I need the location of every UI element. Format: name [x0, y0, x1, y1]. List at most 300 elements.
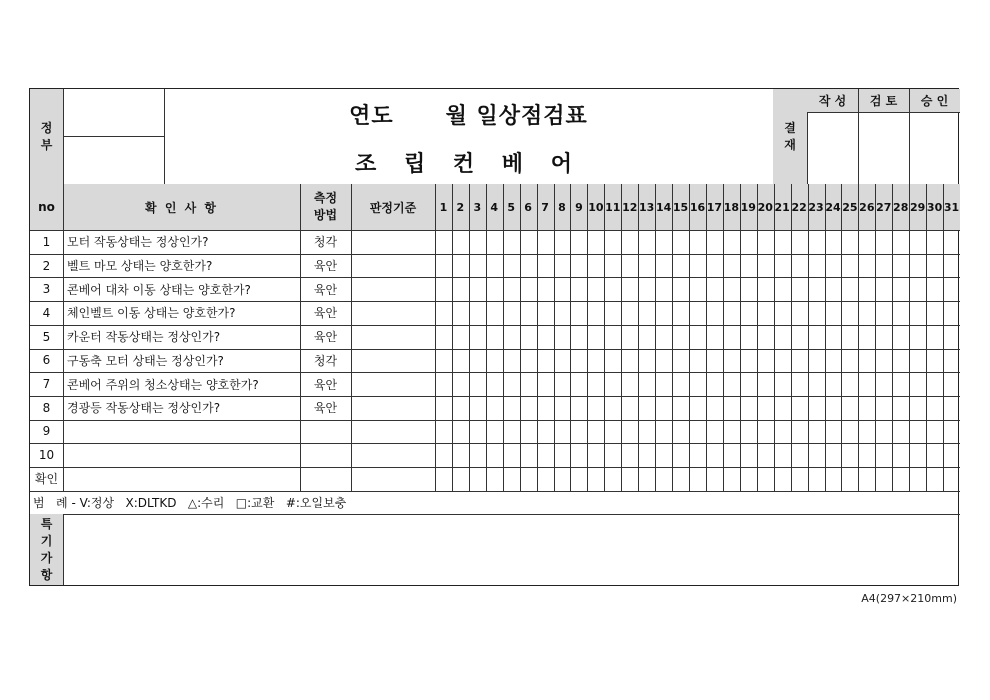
- check-cell[interactable]: [452, 230, 469, 254]
- check-cell[interactable]: [943, 420, 960, 444]
- check-cell[interactable]: [740, 420, 757, 444]
- check-cell[interactable]: [926, 443, 943, 467]
- check-cell[interactable]: [892, 443, 909, 467]
- check-cell[interactable]: [892, 230, 909, 254]
- check-cell[interactable]: [672, 230, 689, 254]
- check-cell[interactable]: [672, 349, 689, 373]
- check-cell[interactable]: [825, 277, 842, 301]
- check-cell[interactable]: [604, 372, 621, 396]
- check-cell[interactable]: [774, 301, 791, 325]
- check-cell[interactable]: [825, 230, 842, 254]
- check-cell[interactable]: [503, 396, 520, 420]
- check-cell[interactable]: [926, 467, 943, 491]
- check-cell[interactable]: [520, 349, 537, 373]
- check-cell[interactable]: [791, 372, 808, 396]
- check-cell[interactable]: [604, 230, 621, 254]
- check-cell[interactable]: [723, 325, 740, 349]
- check-cell[interactable]: [520, 301, 537, 325]
- check-cell[interactable]: [841, 396, 858, 420]
- check-cell[interactable]: [469, 325, 486, 349]
- check-cell[interactable]: [808, 325, 825, 349]
- check-cell[interactable]: [621, 325, 638, 349]
- check-cell[interactable]: [943, 467, 960, 491]
- check-cell[interactable]: [520, 443, 537, 467]
- check-cell[interactable]: [774, 254, 791, 278]
- check-cell[interactable]: [875, 420, 892, 444]
- check-cell[interactable]: [469, 443, 486, 467]
- check-cell[interactable]: [452, 301, 469, 325]
- check-cell[interactable]: [604, 420, 621, 444]
- check-cell[interactable]: [554, 325, 571, 349]
- check-cell[interactable]: [435, 230, 452, 254]
- check-cell[interactable]: [604, 301, 621, 325]
- check-cell[interactable]: [469, 254, 486, 278]
- check-cell[interactable]: [672, 254, 689, 278]
- check-cell[interactable]: [638, 277, 655, 301]
- check-cell[interactable]: [825, 325, 842, 349]
- check-cell[interactable]: [841, 372, 858, 396]
- check-cell[interactable]: [587, 372, 604, 396]
- check-cell[interactable]: [689, 349, 706, 373]
- check-cell[interactable]: [469, 396, 486, 420]
- check-cell[interactable]: [808, 372, 825, 396]
- check-cell[interactable]: [587, 443, 604, 467]
- check-cell[interactable]: [926, 325, 943, 349]
- check-cell[interactable]: [537, 443, 554, 467]
- check-cell[interactable]: [469, 349, 486, 373]
- check-cell[interactable]: [875, 230, 892, 254]
- check-cell[interactable]: [757, 372, 774, 396]
- check-cell[interactable]: [655, 443, 672, 467]
- check-cell[interactable]: [503, 230, 520, 254]
- check-cell[interactable]: [858, 443, 875, 467]
- check-cell[interactable]: [486, 443, 503, 467]
- check-cell[interactable]: [452, 396, 469, 420]
- check-cell[interactable]: [520, 254, 537, 278]
- check-cell[interactable]: [808, 230, 825, 254]
- check-cell[interactable]: [825, 372, 842, 396]
- check-cell[interactable]: [875, 372, 892, 396]
- check-cell[interactable]: [452, 372, 469, 396]
- check-cell[interactable]: [621, 396, 638, 420]
- check-cell[interactable]: [689, 372, 706, 396]
- check-cell[interactable]: [503, 467, 520, 491]
- check-cell[interactable]: [554, 349, 571, 373]
- check-cell[interactable]: [604, 254, 621, 278]
- check-cell[interactable]: [452, 420, 469, 444]
- check-cell[interactable]: [570, 277, 587, 301]
- check-cell[interactable]: [926, 230, 943, 254]
- check-cell[interactable]: [537, 420, 554, 444]
- check-cell[interactable]: [740, 349, 757, 373]
- row-criteria-8[interactable]: [351, 396, 435, 420]
- check-cell[interactable]: [909, 254, 926, 278]
- check-cell[interactable]: [858, 277, 875, 301]
- check-cell[interactable]: [689, 301, 706, 325]
- check-cell[interactable]: [757, 396, 774, 420]
- check-cell[interactable]: [926, 372, 943, 396]
- check-cell[interactable]: [672, 301, 689, 325]
- check-cell[interactable]: [740, 325, 757, 349]
- check-cell[interactable]: [469, 277, 486, 301]
- check-cell[interactable]: [841, 467, 858, 491]
- check-cell[interactable]: [452, 443, 469, 467]
- check-cell[interactable]: [655, 372, 672, 396]
- check-cell[interactable]: [520, 277, 537, 301]
- check-cell[interactable]: [774, 467, 791, 491]
- check-cell[interactable]: [655, 301, 672, 325]
- check-cell[interactable]: [554, 443, 571, 467]
- check-cell[interactable]: [740, 372, 757, 396]
- check-cell[interactable]: [723, 372, 740, 396]
- check-cell[interactable]: [909, 443, 926, 467]
- check-cell[interactable]: [554, 420, 571, 444]
- check-cell[interactable]: [909, 372, 926, 396]
- check-cell[interactable]: [689, 254, 706, 278]
- check-cell[interactable]: [909, 230, 926, 254]
- check-cell[interactable]: [435, 349, 452, 373]
- check-cell[interactable]: [570, 396, 587, 420]
- check-cell[interactable]: [757, 254, 774, 278]
- check-cell[interactable]: [570, 301, 587, 325]
- check-cell[interactable]: [469, 301, 486, 325]
- check-cell[interactable]: [909, 301, 926, 325]
- check-cell[interactable]: [825, 420, 842, 444]
- check-cell[interactable]: [503, 349, 520, 373]
- check-cell[interactable]: [858, 230, 875, 254]
- check-cell[interactable]: [943, 349, 960, 373]
- check-cell[interactable]: [757, 230, 774, 254]
- check-cell[interactable]: [909, 325, 926, 349]
- check-cell[interactable]: [537, 372, 554, 396]
- check-cell[interactable]: [825, 349, 842, 373]
- check-cell[interactable]: [570, 325, 587, 349]
- check-cell[interactable]: [486, 467, 503, 491]
- check-cell[interactable]: [452, 325, 469, 349]
- check-cell[interactable]: [892, 372, 909, 396]
- check-cell[interactable]: [892, 349, 909, 373]
- check-cell[interactable]: [587, 467, 604, 491]
- check-cell[interactable]: [587, 420, 604, 444]
- check-cell[interactable]: [672, 443, 689, 467]
- check-cell[interactable]: [841, 301, 858, 325]
- check-cell[interactable]: [858, 372, 875, 396]
- check-cell[interactable]: [892, 467, 909, 491]
- check-cell[interactable]: [808, 420, 825, 444]
- check-cell[interactable]: [926, 277, 943, 301]
- check-cell[interactable]: [723, 396, 740, 420]
- check-cell[interactable]: [486, 325, 503, 349]
- check-cell[interactable]: [825, 254, 842, 278]
- check-cell[interactable]: [926, 349, 943, 373]
- check-cell[interactable]: [689, 325, 706, 349]
- check-cell[interactable]: [520, 372, 537, 396]
- check-cell[interactable]: [570, 443, 587, 467]
- check-cell[interactable]: [469, 372, 486, 396]
- check-cell[interactable]: [435, 301, 452, 325]
- check-cell[interactable]: [587, 396, 604, 420]
- check-cell[interactable]: [892, 277, 909, 301]
- check-cell[interactable]: [604, 349, 621, 373]
- check-cell[interactable]: [621, 301, 638, 325]
- check-cell[interactable]: [791, 396, 808, 420]
- check-cell[interactable]: [672, 420, 689, 444]
- check-cell[interactable]: [486, 372, 503, 396]
- check-cell[interactable]: [858, 349, 875, 373]
- check-cell[interactable]: [672, 277, 689, 301]
- check-cell[interactable]: [655, 230, 672, 254]
- check-cell[interactable]: [706, 349, 723, 373]
- check-cell[interactable]: [841, 443, 858, 467]
- check-cell[interactable]: [858, 301, 875, 325]
- check-cell[interactable]: [554, 277, 571, 301]
- check-cell[interactable]: [706, 420, 723, 444]
- check-cell[interactable]: [757, 277, 774, 301]
- check-cell[interactable]: [858, 325, 875, 349]
- check-cell[interactable]: [621, 443, 638, 467]
- check-cell[interactable]: [435, 277, 452, 301]
- check-cell[interactable]: [706, 301, 723, 325]
- check-cell[interactable]: [774, 372, 791, 396]
- check-cell[interactable]: [570, 372, 587, 396]
- check-cell[interactable]: [655, 277, 672, 301]
- check-cell[interactable]: [520, 420, 537, 444]
- check-cell[interactable]: [638, 301, 655, 325]
- check-cell[interactable]: [452, 467, 469, 491]
- check-cell[interactable]: [757, 325, 774, 349]
- check-cell[interactable]: [503, 254, 520, 278]
- check-cell[interactable]: [537, 301, 554, 325]
- check-cell[interactable]: [875, 325, 892, 349]
- check-cell[interactable]: [537, 277, 554, 301]
- check-cell[interactable]: [774, 420, 791, 444]
- check-cell[interactable]: [570, 230, 587, 254]
- check-cell[interactable]: [435, 325, 452, 349]
- check-cell[interactable]: [604, 325, 621, 349]
- row-criteria-10[interactable]: [351, 443, 435, 467]
- check-cell[interactable]: [689, 443, 706, 467]
- check-cell[interactable]: [791, 230, 808, 254]
- check-cell[interactable]: [757, 420, 774, 444]
- check-cell[interactable]: [520, 467, 537, 491]
- check-cell[interactable]: [740, 443, 757, 467]
- check-cell[interactable]: [926, 301, 943, 325]
- check-cell[interactable]: [740, 467, 757, 491]
- check-cell[interactable]: [486, 420, 503, 444]
- check-cell[interactable]: [469, 420, 486, 444]
- check-cell[interactable]: [520, 325, 537, 349]
- check-cell[interactable]: [520, 230, 537, 254]
- check-cell[interactable]: [435, 467, 452, 491]
- check-cell[interactable]: [587, 230, 604, 254]
- check-cell[interactable]: [926, 396, 943, 420]
- check-cell[interactable]: [435, 443, 452, 467]
- check-cell[interactable]: [469, 467, 486, 491]
- check-cell[interactable]: [638, 349, 655, 373]
- check-cell[interactable]: [841, 277, 858, 301]
- check-cell[interactable]: [689, 230, 706, 254]
- check-cell[interactable]: [537, 396, 554, 420]
- check-cell[interactable]: [875, 443, 892, 467]
- check-cell[interactable]: [537, 349, 554, 373]
- check-cell[interactable]: [757, 349, 774, 373]
- check-cell[interactable]: [791, 467, 808, 491]
- check-cell[interactable]: [706, 372, 723, 396]
- check-cell[interactable]: [672, 467, 689, 491]
- check-cell[interactable]: [875, 277, 892, 301]
- check-cell[interactable]: [841, 420, 858, 444]
- check-cell[interactable]: [943, 277, 960, 301]
- check-cell[interactable]: [655, 467, 672, 491]
- check-cell[interactable]: [570, 467, 587, 491]
- check-cell[interactable]: [875, 349, 892, 373]
- check-cell[interactable]: [554, 301, 571, 325]
- check-cell[interactable]: [638, 467, 655, 491]
- check-cell[interactable]: [537, 254, 554, 278]
- check-cell[interactable]: [604, 396, 621, 420]
- check-cell[interactable]: [943, 301, 960, 325]
- check-cell[interactable]: [486, 301, 503, 325]
- check-cell[interactable]: [791, 420, 808, 444]
- check-cell[interactable]: [452, 349, 469, 373]
- row-criteria-7[interactable]: [351, 372, 435, 396]
- check-cell[interactable]: [621, 420, 638, 444]
- check-cell[interactable]: [774, 277, 791, 301]
- check-cell[interactable]: [943, 325, 960, 349]
- check-cell[interactable]: [808, 443, 825, 467]
- check-cell[interactable]: [909, 420, 926, 444]
- check-cell[interactable]: [554, 230, 571, 254]
- check-cell[interactable]: [723, 420, 740, 444]
- check-cell[interactable]: [943, 254, 960, 278]
- check-cell[interactable]: [655, 349, 672, 373]
- check-cell[interactable]: [587, 277, 604, 301]
- check-cell[interactable]: [723, 254, 740, 278]
- check-cell[interactable]: [570, 349, 587, 373]
- row-criteria-9[interactable]: [351, 420, 435, 444]
- check-cell[interactable]: [774, 443, 791, 467]
- check-cell[interactable]: [689, 396, 706, 420]
- check-cell[interactable]: [858, 420, 875, 444]
- check-cell[interactable]: [774, 325, 791, 349]
- check-cell[interactable]: [655, 396, 672, 420]
- check-cell[interactable]: [452, 277, 469, 301]
- check-cell[interactable]: [909, 277, 926, 301]
- check-cell[interactable]: [486, 396, 503, 420]
- check-cell[interactable]: [570, 420, 587, 444]
- check-cell[interactable]: [503, 301, 520, 325]
- check-cell[interactable]: [841, 254, 858, 278]
- check-cell[interactable]: [723, 301, 740, 325]
- check-cell[interactable]: [604, 443, 621, 467]
- check-cell[interactable]: [723, 467, 740, 491]
- check-cell[interactable]: [706, 325, 723, 349]
- check-cell[interactable]: [621, 277, 638, 301]
- check-cell[interactable]: [740, 254, 757, 278]
- check-cell[interactable]: [808, 467, 825, 491]
- signature-box-3[interactable]: [909, 112, 960, 184]
- check-cell[interactable]: [435, 372, 452, 396]
- check-cell[interactable]: [638, 325, 655, 349]
- check-cell[interactable]: [858, 254, 875, 278]
- check-cell[interactable]: [740, 277, 757, 301]
- check-cell[interactable]: [638, 372, 655, 396]
- check-cell[interactable]: [943, 230, 960, 254]
- check-cell[interactable]: [858, 396, 875, 420]
- check-cell[interactable]: [875, 301, 892, 325]
- check-cell[interactable]: [706, 254, 723, 278]
- check-cell[interactable]: [723, 349, 740, 373]
- check-cell[interactable]: [943, 396, 960, 420]
- check-cell[interactable]: [892, 301, 909, 325]
- check-cell[interactable]: [435, 396, 452, 420]
- row-criteria-11[interactable]: [351, 467, 435, 491]
- check-cell[interactable]: [486, 254, 503, 278]
- check-cell[interactable]: [808, 349, 825, 373]
- check-cell[interactable]: [587, 301, 604, 325]
- check-cell[interactable]: [655, 254, 672, 278]
- check-cell[interactable]: [774, 396, 791, 420]
- check-cell[interactable]: [808, 254, 825, 278]
- check-cell[interactable]: [621, 254, 638, 278]
- check-cell[interactable]: [757, 443, 774, 467]
- check-cell[interactable]: [791, 443, 808, 467]
- check-cell[interactable]: [757, 467, 774, 491]
- check-cell[interactable]: [825, 443, 842, 467]
- check-cell[interactable]: [486, 277, 503, 301]
- check-cell[interactable]: [672, 372, 689, 396]
- check-cell[interactable]: [638, 396, 655, 420]
- check-cell[interactable]: [926, 420, 943, 444]
- check-cell[interactable]: [554, 467, 571, 491]
- check-cell[interactable]: [520, 396, 537, 420]
- check-cell[interactable]: [892, 420, 909, 444]
- check-cell[interactable]: [655, 420, 672, 444]
- check-cell[interactable]: [892, 396, 909, 420]
- check-cell[interactable]: [757, 301, 774, 325]
- check-cell[interactable]: [621, 349, 638, 373]
- check-cell[interactable]: [435, 254, 452, 278]
- check-cell[interactable]: [638, 443, 655, 467]
- check-cell[interactable]: [943, 443, 960, 467]
- check-cell[interactable]: [638, 230, 655, 254]
- check-cell[interactable]: [706, 467, 723, 491]
- check-cell[interactable]: [621, 467, 638, 491]
- check-cell[interactable]: [723, 277, 740, 301]
- check-cell[interactable]: [503, 420, 520, 444]
- check-cell[interactable]: [723, 230, 740, 254]
- check-cell[interactable]: [841, 349, 858, 373]
- check-cell[interactable]: [570, 254, 587, 278]
- check-cell[interactable]: [604, 467, 621, 491]
- check-cell[interactable]: [689, 420, 706, 444]
- check-cell[interactable]: [740, 230, 757, 254]
- check-cell[interactable]: [452, 254, 469, 278]
- check-cell[interactable]: [740, 396, 757, 420]
- check-cell[interactable]: [486, 230, 503, 254]
- check-cell[interactable]: [858, 467, 875, 491]
- check-cell[interactable]: [791, 349, 808, 373]
- check-cell[interactable]: [723, 443, 740, 467]
- check-cell[interactable]: [672, 396, 689, 420]
- check-cell[interactable]: [875, 396, 892, 420]
- check-cell[interactable]: [791, 254, 808, 278]
- check-cell[interactable]: [774, 349, 791, 373]
- check-cell[interactable]: [808, 301, 825, 325]
- check-cell[interactable]: [825, 301, 842, 325]
- check-cell[interactable]: [587, 254, 604, 278]
- signature-box-1[interactable]: [807, 112, 858, 184]
